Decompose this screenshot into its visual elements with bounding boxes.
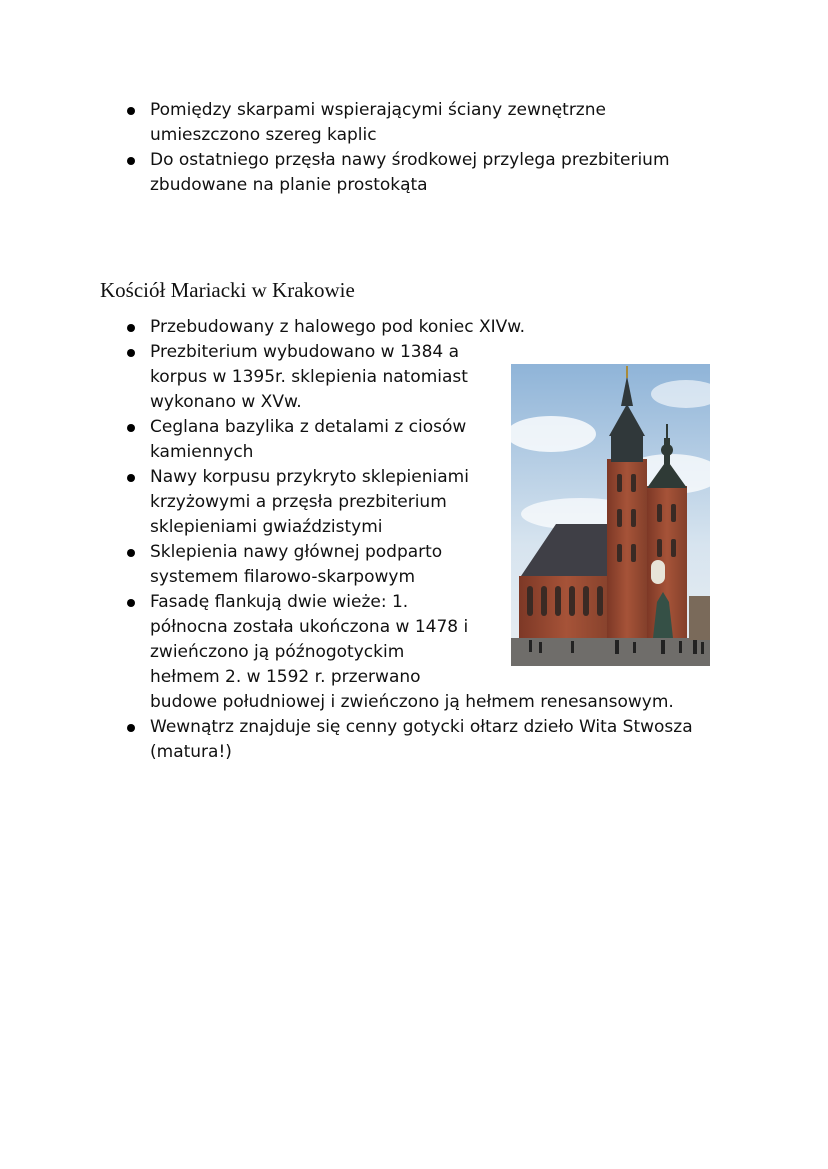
tower-window-arch (651, 560, 665, 584)
list-item-text: Nawy korpusu przykryto sklepieniami krzyżowymi a przęsła prezbiterium sklepieniami gwiaździstymi (150, 467, 469, 537)
list-item (100, 715, 760, 765)
section-heading: Kościół Mariacki w Krakowie (100, 278, 355, 302)
church-photo (511, 364, 710, 666)
church-illustration (511, 364, 710, 666)
list-item (100, 315, 760, 340)
list-item-text: Sklepienia nawy głównej podparto systemem filarowo-skarpowym (150, 542, 443, 587)
top-bullet-list (100, 98, 740, 198)
list-item-text: Do ostatniego przęsła nawy środkowej przylega prezbiterium zbudowane na planie prostokąta (150, 150, 670, 195)
list-item-text: Ceglana bazylika z detalami z ciosów kamiennych (150, 417, 467, 462)
list-item-text: Fasadę flankują dwie wieże: 1. północna została ukończona w 1478 i zwieńczono ją późnogotyckim hełmem 2. w 1592 r. przerwano budowe południowej i zwieńczono ją hełmem renesansowym. (150, 592, 674, 712)
list-item-text: Wewnątrz znajduje się cenny gotycki ołtarz dzieło Wita Stwosza (matura!) (150, 717, 693, 762)
north-tower (607, 459, 647, 638)
list-item-text: Prezbiterium wybudowano w 1384 a korpus w 1395r. sklepienia natomiast wykonano w XVw. (150, 342, 468, 412)
list-item-text: Przebudowany z halowego pod koniec XIVw. (150, 317, 526, 337)
list-item (100, 98, 740, 148)
list-item-text: Pomiędzy skarpami wspierającymi ściany zewnętrzne umieszczono szereg kaplic (150, 100, 606, 145)
list-item (100, 148, 740, 198)
